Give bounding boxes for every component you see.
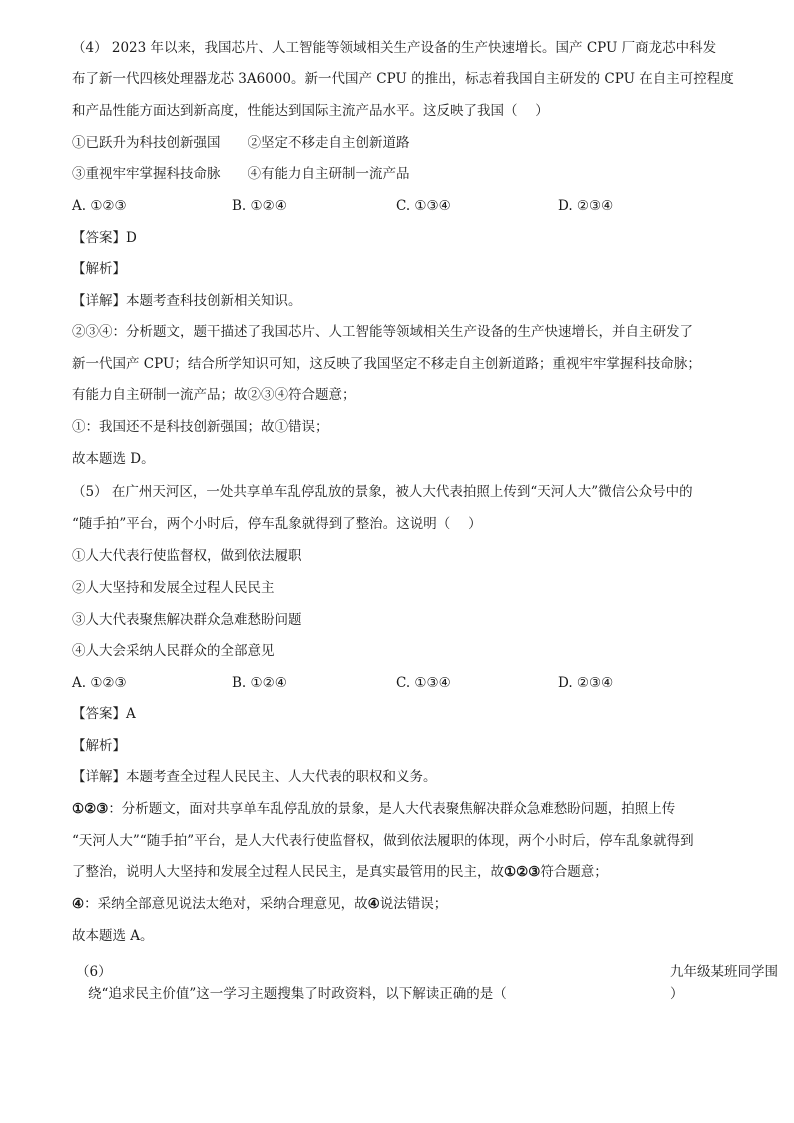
q4-analysis-label: 【解析】	[72, 261, 126, 277]
q4-explanation-line-3: 有能力自主研制一流产品；故②③④符合题意；	[72, 387, 356, 403]
q5-option-a: A. ①②③	[72, 675, 127, 691]
q5-exp1-l3-end: 符合题意；	[540, 864, 608, 880]
q4-option-a: A. ①②③	[72, 198, 127, 214]
q5-option-c: C. ①③④	[396, 675, 451, 691]
q5-item-1: ①人大代表行使监督权，做到依法履职	[72, 548, 302, 564]
q5-explanation-1-line-1	[72, 799, 675, 819]
q4-items-line-2: ③重视牢牢掌握科技命脉 ④有能力自主研制一流产品	[72, 166, 410, 182]
q5-item-2: ②人大坚持和发展全过程人民民主	[72, 580, 275, 596]
q5-explanation-1-line-3	[72, 862, 608, 882]
q5-answer: 【答案】A	[72, 706, 136, 722]
q5-item-4: ④人大会采纳人民群众的全部意见	[72, 643, 275, 659]
q5-marks-4: ④	[72, 896, 85, 912]
q4-conclusion: 故本题选 D。	[72, 451, 155, 467]
q5-exp2-mark: ④	[367, 896, 380, 912]
q6-number: （6）	[76, 964, 112, 980]
q4-items-line-1: ①已跃升为科技创新强国 ②坚定不移走自主创新道路	[72, 135, 410, 151]
q6-stem: 绕“追求民主价值”这一学习主题搜集了时政资料，以下解读正确的是（	[88, 986, 507, 1002]
q4-answer: 【答案】D	[72, 230, 137, 246]
q5-detail: 【详解】本题考查全过程人民民主、人大代表的职权和义务。	[72, 769, 437, 785]
q4-stem-line-2: 布了新一代四核处理器龙芯 3A6000。新一代国产 CPU 的推出，标志着我国自主研发的 CPU 在自主可控程度	[72, 71, 734, 87]
q5-analysis-label: 【解析】	[72, 738, 126, 754]
q4-explanation-line-1: ②③④：分析题文，题干描述了我国芯片、人工智能等领域相关生产设备的生产快速增长，并自主研发了	[72, 324, 693, 340]
q5-exp2-text: ：采纳全部意见说法太绝对，采纳合理意见，故	[84, 896, 368, 912]
q5-exp1-l3-marks: ①②③	[504, 864, 541, 880]
q5-stem-line-1: （5） 在广州天河区，一处共享单车乱停乱放的景象，被人大代表拍照上传到“天河人大”微信公众号中的	[72, 484, 693, 500]
q6-right-text: 九年级某班同学围	[670, 964, 778, 980]
q5-stem-line-2: “随手拍”平台，两个小时后，停车乱象就得到了整治。这说明（ ）	[72, 516, 482, 532]
q5-exp2-end: 说法错误；	[379, 896, 448, 912]
q5-exp1-l3-text: 了整治，说明人大坚持和发展全过程人民民主，是真实最管用的民主，故	[72, 864, 504, 880]
q4-detail: 【详解】本题考查科技创新相关知识。	[72, 293, 302, 309]
q5-explanation-2	[72, 894, 447, 914]
q4-option-d: D. ②③④	[558, 198, 614, 214]
q4-stem-line-1: （4） 2023 年以来，我国芯片、人工智能等领域相关生产设备的生产快速增长。国产 CPU 厂商龙芯中科发	[72, 40, 717, 56]
q4-stem-line-3: 和产品性能方面达到新高度，性能达到国际主流产品水平。这反映了我国（ ）	[72, 103, 549, 119]
q5-marks-123: ①②③	[72, 801, 109, 817]
q4-explanation-line-2: 新一代国产 CPU；结合所学知识可知，这反映了我国坚定不移走自主创新道路；重视牢牢掌握科技命脉；	[72, 356, 701, 372]
q5-exp1-text: ：分析题文，面对共享单车乱停乱放的景象，是人大代表聚焦解决群众急难愁盼问题，拍照上传	[108, 801, 676, 817]
q4-explanation-line-4: ①：我国还不是科技创新强国；故①错误；	[72, 419, 329, 435]
q5-explanation-1-line-2: “天河人大”“随手拍”平台，是人大代表行使监督权，做到依法履职的体现，两个小时后，停车乱象就得到	[72, 833, 694, 849]
q4-option-c: C. ①③④	[396, 198, 451, 214]
q5-item-3: ③人大代表聚焦解决群众急难愁盼问题	[72, 612, 302, 628]
q5-option-d: D. ②③④	[558, 675, 614, 691]
q5-conclusion: 故本题选 A。	[72, 928, 154, 944]
q5-option-b: B. ①②④	[232, 675, 287, 691]
q4-option-b: B. ①②④	[232, 198, 287, 214]
q6-close-paren: ）	[670, 986, 684, 1002]
